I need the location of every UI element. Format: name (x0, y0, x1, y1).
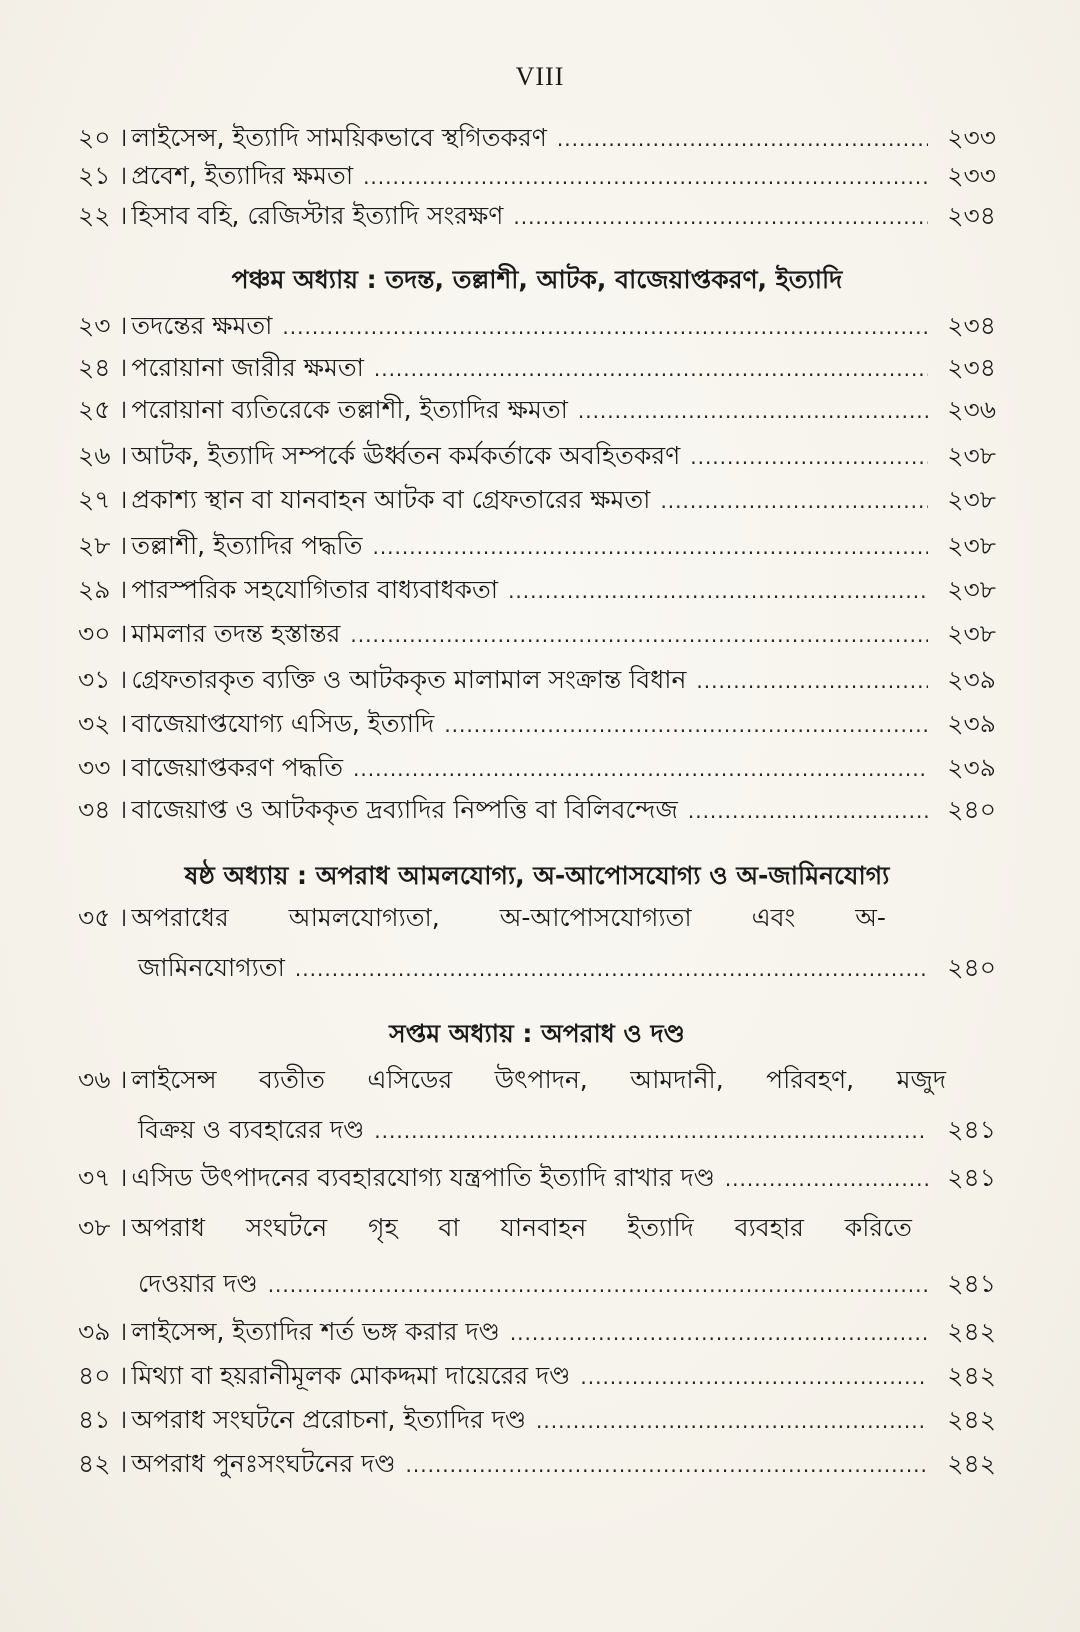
dot-leader (374, 349, 928, 389)
toc-entry-35 (78, 898, 996, 938)
page-ref: ২৩৮ (947, 531, 996, 560)
toc-entry-21 (78, 156, 996, 196)
dot-leader (282, 307, 928, 347)
toc-entry-30 (78, 614, 996, 654)
section-title: লাইসেন্স, ইত্যাদির শর্ত ভঙ্গ করার দণ্ড (131, 1317, 500, 1346)
section-number: ৩৮ । (78, 1213, 128, 1242)
title-word: অপরাধ (131, 1213, 206, 1242)
dot-leader (444, 705, 928, 745)
section-title: এসিড উৎপাদনের ব্যবহারযোগ্য যন্ত্রপাতি ইত্যাদি রাখার দণ্ড (131, 1163, 715, 1192)
section-number: ৪০ । (78, 1361, 128, 1390)
chapter-heading-sixth: ষষ্ঠ অধ্যায় : অপরাধ আমলযোগ্য, অ-আপোসযোগ্য ও অ-জামিনযোগ্য (184, 861, 890, 890)
page-ref: ২৪১ (947, 1163, 996, 1192)
page-number: VIII (515, 62, 565, 91)
section-title-line1 (127, 1208, 996, 1248)
toc-entry-40 (78, 1356, 996, 1396)
section-title: তদন্তের ক্ষমতা (131, 311, 273, 340)
page-ref: ২৩৪ (947, 311, 996, 340)
section-number: ৩৭ । (78, 1163, 128, 1192)
section-title: লাইসেন্স, ইত্যাদি সাময়িকভাবে স্থগিতকরণ (131, 123, 547, 152)
dot-leader (363, 157, 928, 197)
section-number: ২৮ । (78, 531, 128, 560)
section-title: পরোয়ানা ব্যতিরেকে তল্লাশী, ইত্যাদির ক্ষমতা (131, 395, 568, 424)
page-ref: ২৪০ (947, 795, 996, 824)
section-title-line2: জামিনযোগ্যতা (138, 953, 285, 982)
page-ref: ২৩৪ (947, 353, 996, 382)
page-ref: ২৩৯ (947, 753, 996, 782)
section-number: ৩১ । (78, 665, 128, 694)
dot-leader (578, 391, 928, 431)
title-word: যানবাহন (500, 1213, 587, 1242)
page-ref: ২৩৯ (947, 709, 996, 738)
toc-entry-39 (78, 1312, 996, 1352)
section-number: ২১ । (78, 161, 128, 190)
section-title: পারস্পরিক সহযোগিতার বাধ্যবাধকতা (131, 575, 499, 604)
section-title: আটক, ইত্যাদি সম্পর্কে ঊর্ধ্বতন কর্মকর্তাকে অবহিতকরণ (131, 441, 681, 470)
page-ref: ২৪১ (947, 1269, 996, 1298)
dot-leader (688, 791, 928, 831)
toc-entry-37 (78, 1158, 996, 1198)
title-word: পরিবহণ, (766, 1065, 855, 1094)
section-number: ৩২ । (78, 709, 128, 738)
dot-leader (350, 615, 928, 655)
toc-entry-24 (78, 348, 996, 388)
toc-entry-28 (78, 526, 996, 566)
toc-entry-38-continued (78, 1264, 996, 1304)
toc-entry-36-continued (78, 1110, 996, 1150)
section-title: পরোয়ানা জারীর ক্ষমতা (131, 353, 364, 382)
section-number: ২২ । (78, 201, 128, 230)
title-word: অপরাধের (131, 903, 229, 932)
title-word: অ- (855, 903, 886, 932)
title-word: উৎপাদন, (494, 1065, 588, 1094)
toc-entry-36 (78, 1060, 996, 1100)
page-ref: ২৪২ (947, 1361, 996, 1390)
section-title-line1 (127, 898, 996, 938)
toc-entry-20 (78, 118, 996, 158)
toc-entry-35-continued (78, 948, 996, 988)
page-ref: ২৪০ (947, 953, 996, 982)
section-number: ৩৫ । (78, 903, 128, 932)
chapter-heading-seventh: সপ্তম অধ্যায় : অপরাধ ও দণ্ড (389, 1019, 685, 1048)
page-ref: ২৩৩ (947, 161, 996, 190)
title-word: মজুদ (896, 1065, 946, 1094)
section-number: ৩৯ । (78, 1317, 128, 1346)
title-word: লাইসেন্স (131, 1065, 217, 1094)
section-title: তল্লাশী, ইত্যাদির পদ্ধতি (131, 531, 363, 560)
section-number: ২৬ । (78, 441, 128, 470)
title-word: আমদানী, (630, 1065, 724, 1094)
section-number: ৩০ । (78, 619, 128, 648)
toc-entry-34 (78, 790, 996, 830)
page-ref: ২৩৬ (947, 395, 996, 424)
dot-leader (295, 949, 928, 989)
section-number: ৩৪ । (78, 795, 128, 824)
section-number: ২৭ । (78, 485, 128, 514)
page-ref: ২৪১ (947, 1115, 996, 1144)
page-ref: ২৪২ (947, 1405, 996, 1434)
dot-leader (406, 1445, 928, 1485)
title-word: বা (438, 1213, 460, 1242)
title-word: ব্যতীত (259, 1065, 325, 1094)
section-number: ২৩ । (78, 311, 128, 340)
dot-leader (513, 197, 928, 237)
page-ref: ২৪২ (947, 1449, 996, 1478)
section-number: ২০ । (78, 123, 128, 152)
dot-leader (696, 661, 928, 701)
title-word: ইত্যাদি (627, 1213, 694, 1242)
title-word: করিতে (844, 1213, 912, 1242)
section-number: ৪১ । (78, 1405, 128, 1434)
dot-leader (268, 1265, 928, 1305)
toc-entry-25 (78, 390, 996, 430)
section-title: অপরাধ সংঘটনে প্ররোচনা, ইত্যাদির দণ্ড (131, 1405, 527, 1434)
page-ref: ২৪২ (947, 1317, 996, 1346)
page-ref: ২৩৯ (947, 665, 996, 694)
page-ref: ২৩৮ (947, 575, 996, 604)
dot-leader (510, 1313, 928, 1353)
dot-leader (374, 1111, 928, 1151)
title-word: এসিডের (367, 1065, 453, 1094)
page-ref: ২৩৮ (947, 485, 996, 514)
dot-leader (690, 437, 928, 477)
title-word: অ-আপোসযোগ্যতা (499, 903, 692, 932)
section-title: গ্রেফতারকৃত ব্যক্তি ও আটককৃত মালামাল সংক্রান্ত বিধান (131, 665, 687, 694)
section-title-line2: বিক্রয় ও ব্যবহারের দণ্ড (138, 1115, 365, 1144)
dot-leader (557, 119, 928, 159)
toc-entry-41 (78, 1400, 996, 1440)
dot-leader (660, 481, 928, 521)
section-title: বাজেয়াপ্ত ও আটককৃত দ্রব্যাদির নিষ্পত্তি বা বিলিবন্দেজ (131, 795, 678, 824)
section-number: ২৫ । (78, 395, 128, 424)
section-title: বাজেয়াপ্তযোগ্য এসিড, ইত্যাদি (131, 709, 435, 738)
section-title: অপরাধ পুনঃসংঘটনের দণ্ড (131, 1449, 396, 1478)
toc-entry-22 (78, 196, 996, 236)
toc-entry-27 (78, 480, 996, 520)
section-title: প্রবেশ, ইত্যাদির ক্ষমতা (131, 161, 354, 190)
section-number: ২৪ । (78, 353, 128, 382)
dot-leader (372, 527, 928, 567)
toc-entry-32 (78, 704, 996, 744)
dot-leader (725, 1159, 928, 1199)
page-ref: ২৩৪ (947, 201, 996, 230)
dot-leader (353, 749, 928, 789)
dot-leader (580, 1357, 928, 1397)
toc-entry-29 (78, 570, 996, 610)
page-ref: ২৩৮ (947, 441, 996, 470)
section-title: হিসাব বহি, রেজিস্টার ইত্যাদি সংরক্ষণ (131, 201, 504, 230)
section-number: ৩৬ । (78, 1065, 128, 1094)
page-ref: ২৩৩ (947, 123, 996, 152)
chapter-heading-fifth: পঞ্চম অধ্যায় : তদন্ত, তল্লাশী, আটক, বাজেয়াপ্তকরণ, ইত্যাদি (231, 265, 843, 294)
toc-entry-23 (78, 306, 996, 346)
section-title-line2: দেওয়ার দণ্ড (138, 1269, 258, 1298)
title-word: সংঘটনে (245, 1213, 328, 1242)
section-title-line1 (127, 1060, 996, 1100)
section-number: ৪২ । (78, 1449, 128, 1478)
title-word: গৃহ (368, 1213, 398, 1242)
toc-entry-26 (78, 436, 996, 476)
dot-leader (536, 1401, 928, 1441)
toc-entry-38 (78, 1208, 996, 1248)
title-word: আমলযোগ্যতা, (288, 903, 440, 932)
section-number: ২৯ । (78, 575, 128, 604)
section-title: মিথ্যা বা হয়রানীমূলক মোকদ্দমা দায়েরের দণ্ড (131, 1361, 571, 1390)
title-word: ব্যবহার (734, 1213, 804, 1242)
dot-leader (508, 571, 928, 611)
page-ref: ২৩৮ (947, 619, 996, 648)
toc-entry-33 (78, 748, 996, 788)
section-title: বাজেয়াপ্তকরণ পদ্ধতি (131, 753, 344, 782)
title-word: এবং (751, 903, 796, 932)
toc-entry-42 (78, 1444, 996, 1484)
section-number: ৩৩ । (78, 753, 128, 782)
section-title: মামলার তদন্ত হস্তান্তর (131, 619, 341, 648)
toc-entry-31 (78, 660, 996, 700)
section-title: প্রকাশ্য স্থান বা যানবাহন আটক বা গ্রেফতারের ক্ষমতা (131, 485, 651, 514)
